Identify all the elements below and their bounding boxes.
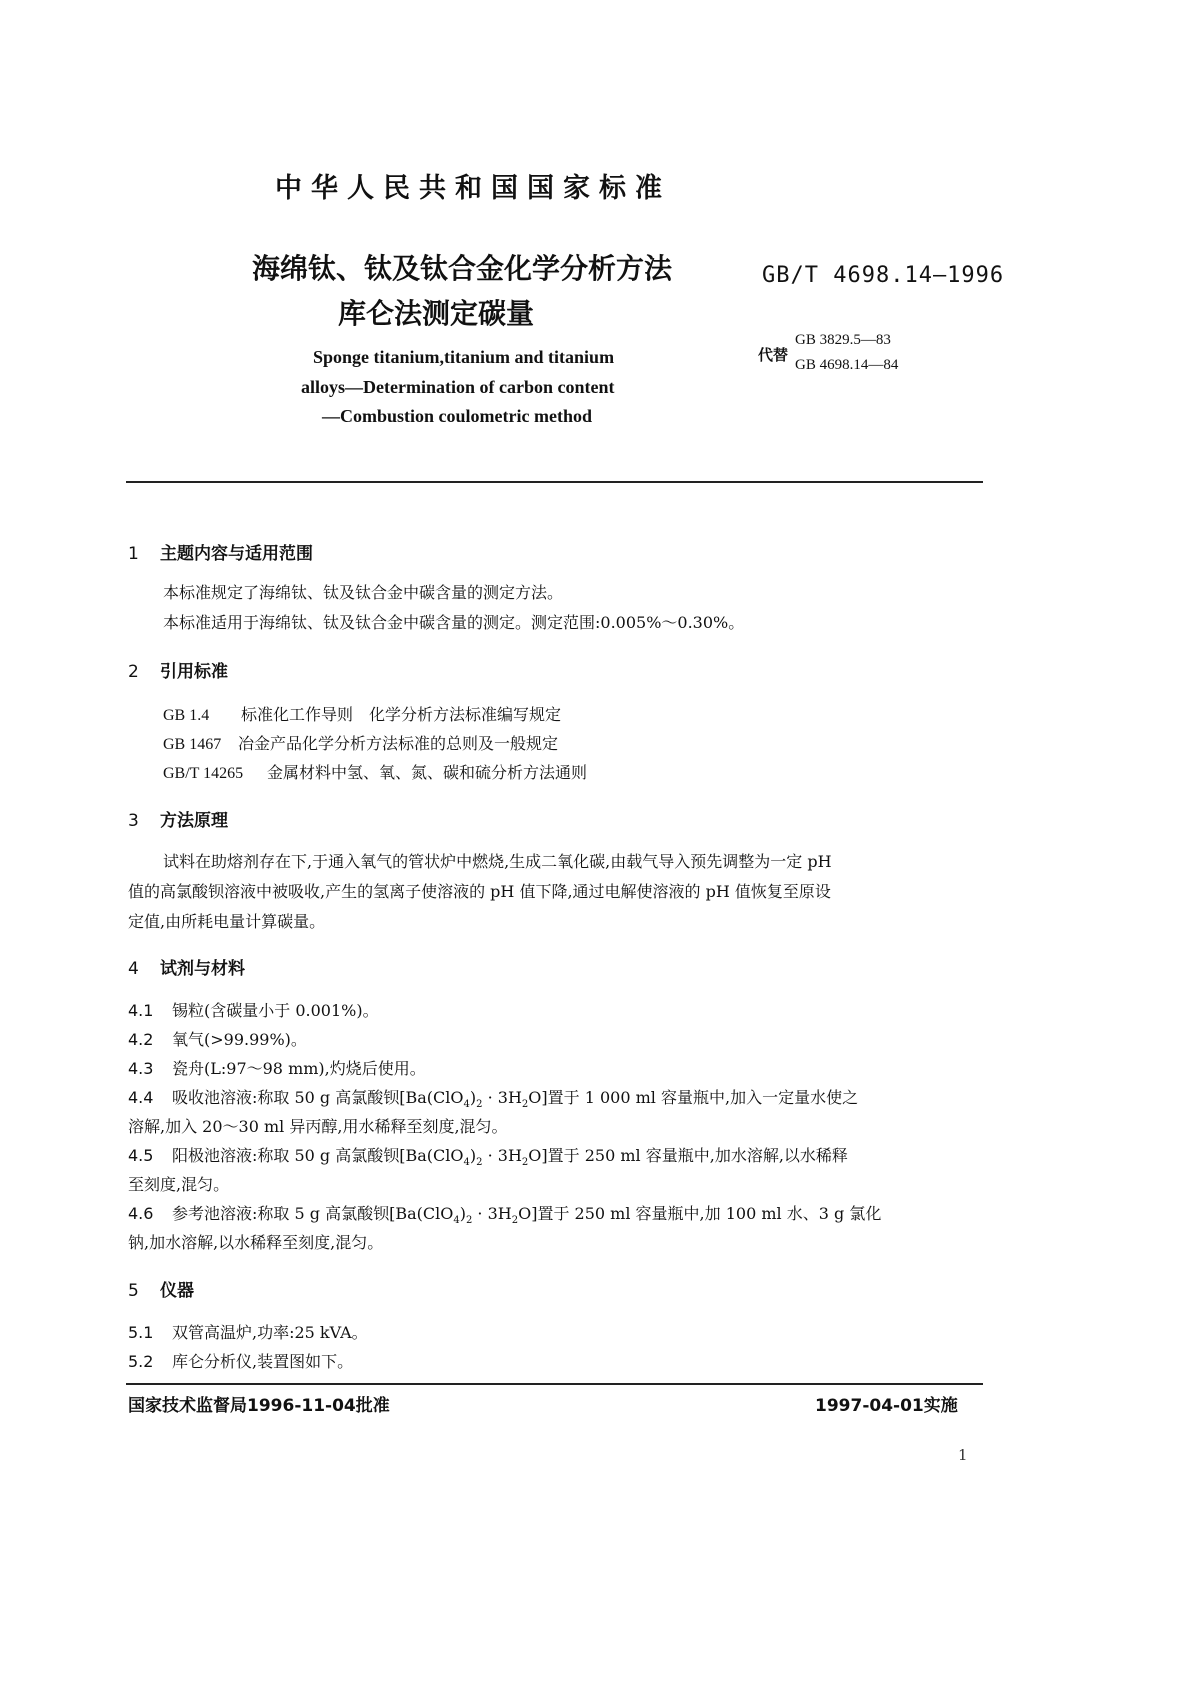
section-title: 试剂与材料 (160, 959, 245, 979)
item-text: ) (469, 1088, 477, 1107)
item-number: 4.2 (128, 1030, 154, 1049)
reference-title: 金属材料中氢、氧、氮、碳和硫分析方法通则 (267, 763, 588, 782)
item-number: 4.6 (128, 1204, 154, 1223)
section-number: 3 (128, 811, 139, 831)
section-number: 1 (128, 544, 139, 564)
section-1-heading (128, 539, 313, 564)
item-number: 4.3 (128, 1059, 154, 1078)
item-text: 双管高温炉,功率:25 kVA。 (172, 1323, 368, 1342)
replaced-standard: GB 3829.5—83 (795, 332, 891, 348)
reference-item (163, 731, 558, 754)
item-text: · 3H (482, 1088, 522, 1107)
title-en-line2: alloys—Determination of carbon content (301, 377, 615, 397)
subscript: 2 (521, 1099, 529, 1111)
implementation-date: 1997-04-01实施 (815, 1396, 958, 1416)
subscript: 2 (476, 1099, 483, 1111)
reference-title: 标准化工作导则 化学分析方法标准编写规定 (241, 705, 562, 724)
item-number: 5.1 (128, 1323, 154, 1342)
title-cn-line2: 库仑法测定碳量 (338, 297, 535, 330)
list-item (128, 1201, 881, 1226)
replaced-standard: GB 4698.14—84 (795, 357, 899, 373)
reference-item (163, 760, 587, 783)
item-text: · 3H (482, 1146, 522, 1165)
approval-date: 国家技术监督局1996-11-04批准 (128, 1396, 390, 1416)
item-text: ) (469, 1146, 477, 1165)
paragraph-line: 值的高氯酸钡溶液中被吸收,产生的氢离子使溶液的 pH 值下降,通过电解使溶液的 pH 值恢复至原设 (128, 882, 831, 901)
title-cn-line1: 海绵钛、钛及钛合金化学分析方法 (252, 252, 673, 285)
subscript: 2 (476, 1157, 483, 1169)
item-text: O]置于 250 ml 容量瓶中,加水溶解,以水稀释 (528, 1146, 848, 1165)
item-text: 瓷舟(L:97～98 mm),灼烧后使用。 (172, 1059, 426, 1078)
item-text: 吸收池溶液:称取 50 g 高氯酸钡[Ba(ClO (172, 1088, 464, 1107)
section-title: 仪器 (160, 1281, 194, 1301)
section-3-heading (128, 806, 228, 831)
header-divider (126, 481, 983, 483)
item-text: 阳极池溶液:称取 50 g 高氯酸钡[Ba(ClO (172, 1146, 464, 1165)
paragraph-line: 试料在助熔剂存在下,于通入氧气的管状炉中燃烧,生成二氧化碳,由载气导入预先调整为一定 pH (163, 852, 832, 871)
reference-code: GB/T 14265 (163, 765, 244, 782)
item-number: 4.1 (128, 1001, 154, 1020)
subscript: 4 (453, 1215, 460, 1227)
item-text: ) (459, 1204, 466, 1223)
section-5-heading (128, 1276, 194, 1301)
section-title: 主题内容与适用范围 (160, 544, 313, 564)
page-number: 1 (958, 1446, 968, 1464)
section-4-heading (128, 954, 245, 979)
list-item-continuation: 至刻度,混匀。 (128, 1175, 230, 1194)
reference-code: GB 1467 (163, 736, 222, 753)
section-title: 方法原理 (160, 811, 228, 831)
item-text: 参考池溶液:称取 5 g 高氯酸钡[Ba(ClO (172, 1204, 454, 1223)
reference-item (163, 702, 561, 725)
list-item (128, 1320, 368, 1343)
list-item (128, 1027, 307, 1050)
footer-divider (126, 1383, 983, 1385)
item-text: · 3H (472, 1204, 512, 1223)
national-standard-heading: 中华人民共和国国家标准 (275, 173, 671, 204)
list-item (128, 1085, 858, 1110)
section-number: 2 (128, 662, 139, 682)
replaces-label: 代替 (758, 346, 789, 364)
subscript: 4 (463, 1099, 470, 1111)
item-text: 锡粒(含碳量小于 0.001%)。 (172, 1001, 379, 1020)
list-item (128, 1349, 353, 1372)
subscript: 2 (511, 1215, 519, 1227)
list-item-continuation: 溶解,加入 20～30 ml 异丙醇,用水稀释至刻度,混匀。 (128, 1117, 508, 1136)
paragraph: 本标准规定了海绵钛、钛及钛合金中碳含量的测定方法。 (163, 583, 564, 602)
paragraph-line: 定值,由所耗电量计算碳量。 (128, 912, 326, 931)
standard-number: GB/T 4698.14—1996 (762, 263, 1005, 288)
item-text: O]置于 250 ml 容量瓶中,加 100 ml 水、3 g 氯化 (518, 1204, 882, 1223)
section-number: 4 (128, 959, 139, 979)
paragraph: 本标准适用于海绵钛、钛及钛合金中碳含量的测定。测定范围:0.005%～0.30%。 (163, 613, 745, 632)
reference-code: GB 1.4 (163, 707, 210, 724)
item-text: O]置于 1 000 ml 容量瓶中,加入一定量水使之 (528, 1088, 859, 1107)
list-item (128, 1143, 848, 1168)
list-item (128, 1056, 426, 1079)
section-title: 引用标准 (160, 662, 228, 682)
item-number: 5.2 (128, 1352, 154, 1371)
list-item (128, 998, 379, 1021)
item-text: 库仑分析仪,装置图如下。 (172, 1352, 354, 1371)
list-item-continuation: 钠,加水溶解,以水稀释至刻度,混匀。 (128, 1233, 384, 1252)
title-en-line3: —Combustion coulometric method (322, 406, 592, 426)
reference-title: 冶金产品化学分析方法标准的总则及一般规定 (238, 734, 559, 753)
section-2-heading (128, 657, 228, 682)
item-number: 4.5 (128, 1146, 154, 1165)
section-number: 5 (128, 1281, 139, 1301)
subscript: 4 (463, 1157, 470, 1169)
subscript: 2 (521, 1157, 529, 1169)
item-text: 氧气(>99.99%)。 (172, 1030, 307, 1049)
item-number: 4.4 (128, 1088, 154, 1107)
subscript: 2 (465, 1215, 473, 1227)
title-en-line1: Sponge titanium,titanium and titanium (313, 347, 615, 367)
